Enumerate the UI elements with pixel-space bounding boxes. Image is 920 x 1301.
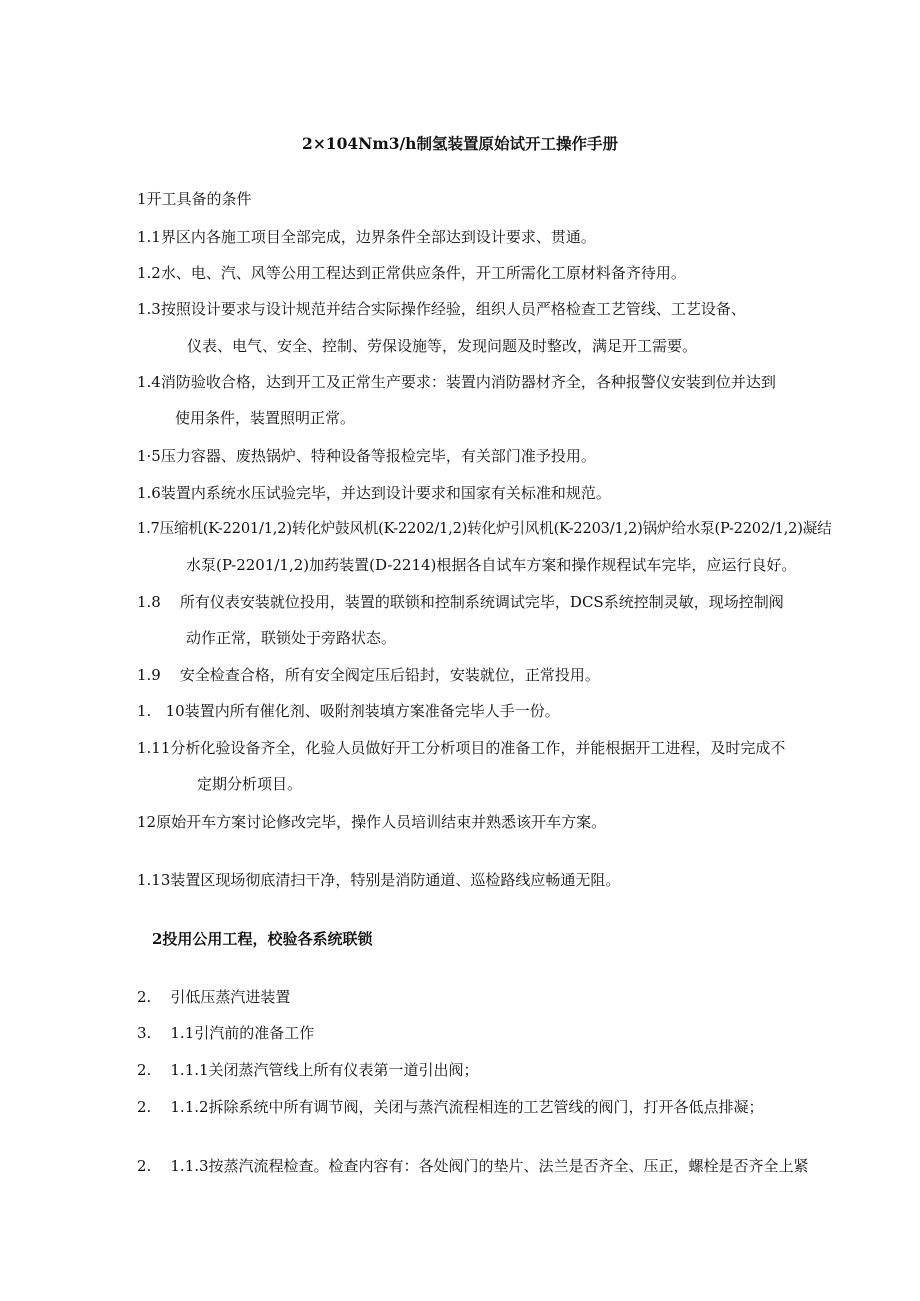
document-title: 2×104Nm3/h制氢装置原始试开工操作手册 — [302, 134, 618, 153]
paragraph-1-3: 1.3按照设计要求与设计规范并结合实际操作经验，组织人员严格检查工艺管线、工艺设备、 — [137, 300, 746, 318]
paragraph-1-11: 1.11分析化验设备齐全，化验人员做好开工分析项目的准备工作，并能根据开工进程，及时完成不 — [137, 739, 786, 757]
paragraph-1-1: 1.1界区内各施工项目全部完成，边界条件全部达到设计要求、贯通。 — [137, 228, 596, 246]
paragraph-1-8-cont: 动作正常，联锁处于旁路状态。 — [186, 629, 397, 647]
paragraph-1-7: 1.7压缩机(K-2201/1,2)转化炉鼓风机(K-2202/1,2)转化炉引风机(K-2203/1,2)锅炉给水泵(P-2202/1,2)凝结 — [137, 520, 832, 537]
paragraph-1-5: 1·5压力容器、废热锅炉、特种设备等报检完毕，有关部门准予投用。 — [137, 447, 596, 465]
paragraph-1-11-cont: 定期分析项目。 — [197, 775, 303, 793]
paragraph-1-4-cont: 使用条件，装置照明正常。 — [175, 409, 356, 427]
paragraph-1-2: 1.2水、电、汽、风等公用工程达到正常供应条件，开工所需化工原材料备齐待用。 — [137, 264, 686, 282]
paragraph-1-10: 1. 10装置内所有催化剂、吸附剂装填方案准备完毕人手一份。 — [137, 702, 560, 720]
subsection-2-1: 2. 引低压蒸汽进装置 — [137, 988, 291, 1006]
section-heading-1: 1开工具备的条件 — [137, 190, 252, 208]
paragraph-1-6: 1.6装置内系统水压试验完毕，并达到设计要求和国家有关标准和规范。 — [137, 484, 611, 502]
paragraph-1-9: 1.9 安全检查合格，所有安全阀定压后铅封，安装就位，正常投用。 — [137, 666, 600, 684]
paragraph-1-4: 1.4消防验收合格，达到开工及正常生产要求：装置内消防器材齐全，各种报警仪安装到位并达到 — [137, 373, 776, 391]
paragraph-1-12: 12原始开车方案讨论修改完毕，操作人员培训结束并熟悉该开车方案。 — [137, 813, 607, 831]
paragraph-1-13: 1.13装置区现场彻底清扫干净，特别是消防通道、巡检路线应畅通无阻。 — [137, 871, 621, 889]
paragraph-1-7-cont: 水泵(P-2201/1,2)加药装置(D-2214)根据各自试车方案和操作规程试车完毕，应运行良好。 — [186, 556, 797, 574]
item-2-1-1-1: 2. 1.1.1关闭蒸汽管线上所有仪表第一道引出阀； — [137, 1061, 479, 1079]
item-2-1-1-3: 2. 1.1.3按蒸汽流程检查。检查内容有：各处阀门的垫片、法兰是否齐全、压正，螺栓是否齐全上紧 — [137, 1157, 809, 1175]
paragraph-1-3-cont: 仪表、电气、安全、控制、劳保设施等，发现问题及时整改，满足开工需要。 — [187, 337, 698, 355]
section-heading-2: 2投用公用工程，校验各系统联锁 — [152, 930, 373, 948]
paragraph-1-8: 1.8 所有仪表安装就位投用，装置的联锁和控制系统调试完毕，DCS系统控制灵敏，现场控制阀 — [137, 593, 784, 611]
item-2-1-1-2: 2. 1.1.2拆除系统中所有调节阀，关闭与蒸汽流程相连的工艺管线的阀门，打开各低点排凝； — [137, 1098, 764, 1116]
subsection-2-1-1: 3. 1.1引汽前的准备工作 — [137, 1024, 315, 1042]
